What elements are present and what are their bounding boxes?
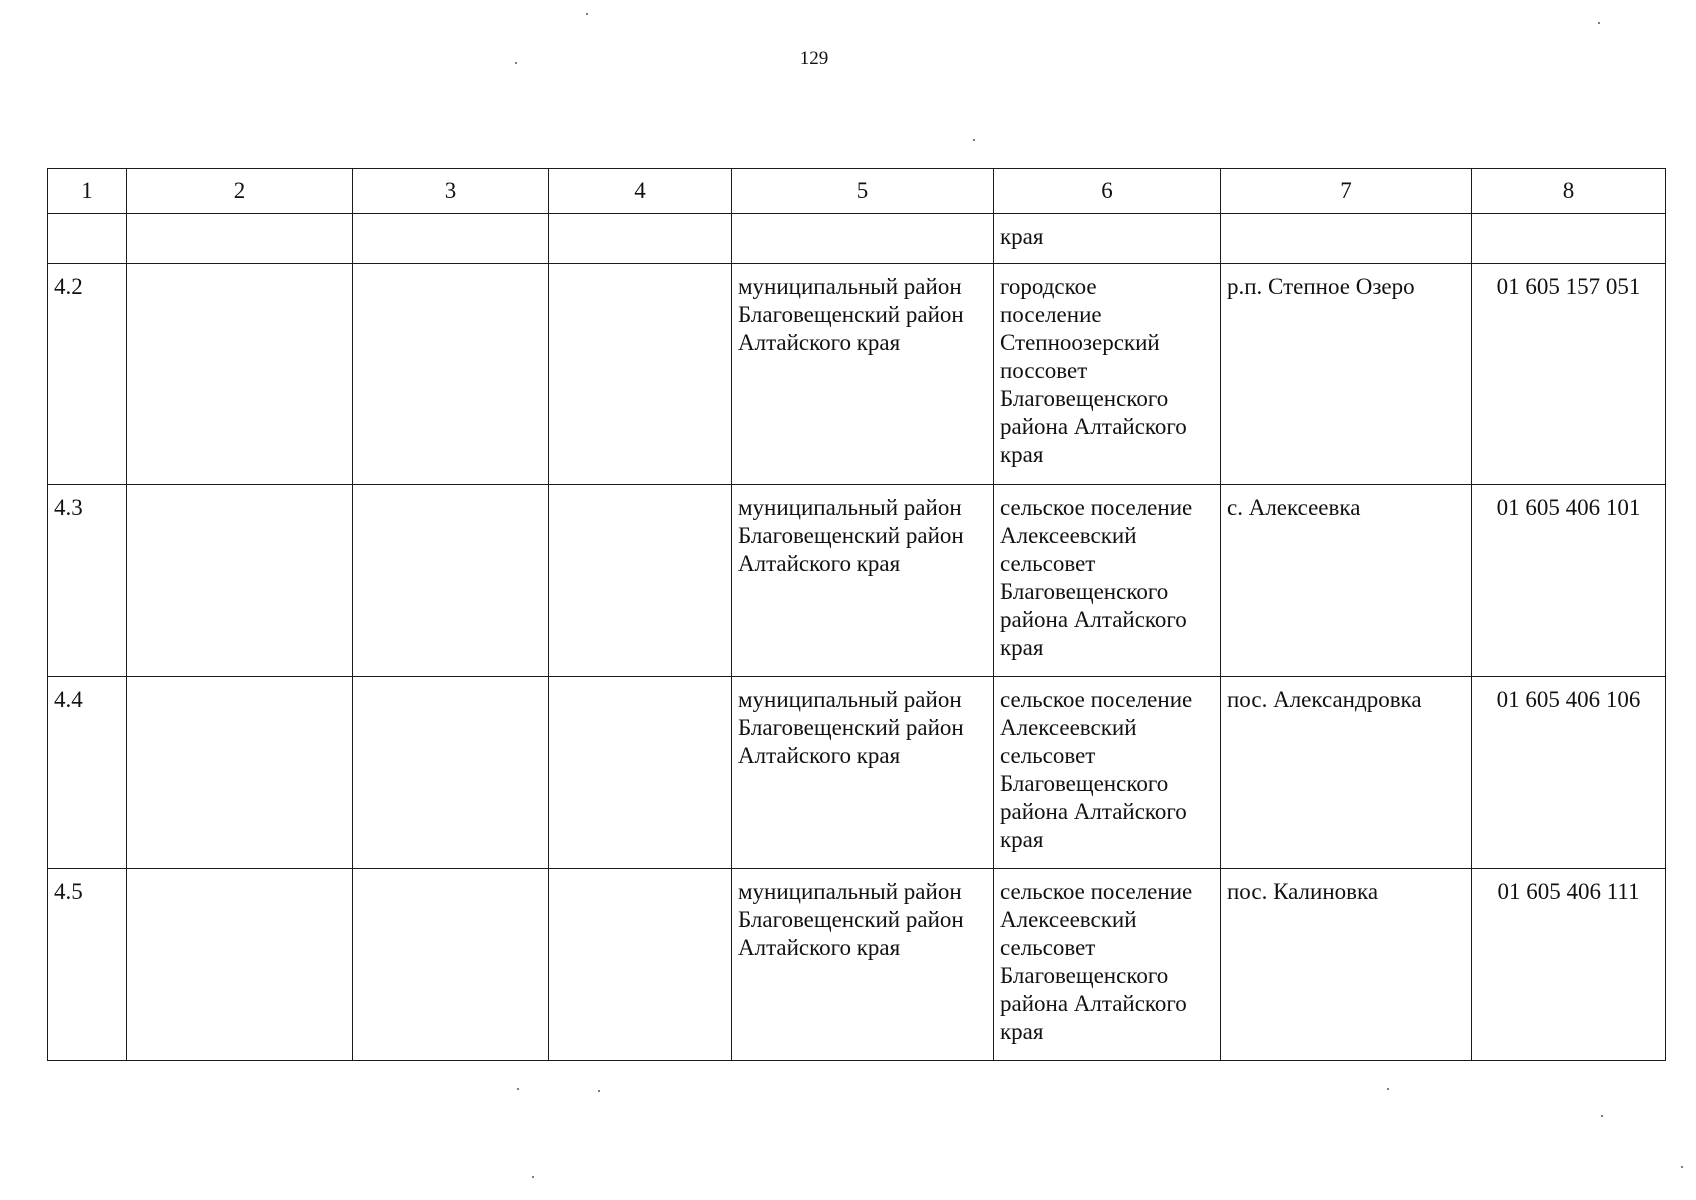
header-cell: 8 [1472,169,1666,214]
table-cell: края [994,214,1221,264]
scan-speck [1387,1088,1389,1090]
table-cell [549,485,732,677]
locality: пос. Александровка [1221,677,1472,869]
row-number: 4.4 [48,677,127,869]
territory-table [47,168,1666,1061]
municipal-district: муниципальный район Благовещенский район Алтайского края [732,485,994,677]
settlement: городское поселение Степноозерский поссовет Благовещенского района Алтайского края [994,264,1221,485]
header-cell: 3 [353,169,549,214]
scan-speck [586,13,588,15]
oktmo-code: 01 605 406 101 [1472,485,1666,677]
header-cell: 2 [127,169,353,214]
table-cell [1221,214,1472,264]
settlement: сельское поселение Алексеевский сельсовет Благовещенского района Алтайского края [994,485,1221,677]
municipal-district: муниципальный район Благовещенский район Алтайского края [732,869,994,1061]
table-cell [353,214,549,264]
municipal-district: муниципальный район Благовещенский район Алтайского края [732,264,994,485]
scan-speck [517,1088,519,1090]
scan-speck [1601,1115,1603,1117]
row-number: 4.2 [48,264,127,485]
page-number: 129 [799,48,829,69]
table-cell [353,677,549,869]
table-cell [549,214,732,264]
table-cell [549,264,732,485]
continuation-row [48,214,1666,264]
table-cell [127,869,353,1061]
table-cell [549,677,732,869]
header-cell: 1 [48,169,127,214]
table-cell [127,677,353,869]
table-cell [127,214,353,264]
table-cell [1472,214,1666,264]
oktmo-code: 01 605 406 111 [1472,869,1666,1061]
table-row [48,485,1666,677]
locality: р.п. Степное Озеро [1221,264,1472,485]
table-row [48,264,1666,485]
table-cell [127,264,353,485]
table-row [48,869,1666,1061]
table-cell [732,214,994,264]
settlement: сельское поселение Алексеевский сельсовет Благовещенского района Алтайского края [994,677,1221,869]
scan-speck [532,1176,534,1178]
table-header-row [48,169,1666,214]
table-cell [48,214,127,264]
table-cell [353,485,549,677]
scan-speck [598,1090,600,1092]
locality: пос. Калиновка [1221,869,1472,1061]
scan-speck [1681,1166,1683,1168]
row-number: 4.5 [48,869,127,1061]
scan-speck [515,62,517,64]
locality: с. Алексеевка [1221,485,1472,677]
header-cell: 7 [1221,169,1472,214]
table-cell [127,485,353,677]
oktmo-code: 01 605 406 106 [1472,677,1666,869]
table-cell [353,869,549,1061]
settlement: сельское поселение Алексеевский сельсовет Благовещенского района Алтайского края [994,869,1221,1061]
scan-speck [1598,22,1600,24]
table-row [48,677,1666,869]
row-number: 4.3 [48,485,127,677]
table-cell [549,869,732,1061]
table-cell [353,264,549,485]
scan-speck [973,139,975,141]
header-cell: 6 [994,169,1221,214]
header-cell: 5 [732,169,994,214]
municipal-district: муниципальный район Благовещенский район Алтайского края [732,677,994,869]
header-cell: 4 [549,169,732,214]
oktmo-code: 01 605 157 051 [1472,264,1666,485]
